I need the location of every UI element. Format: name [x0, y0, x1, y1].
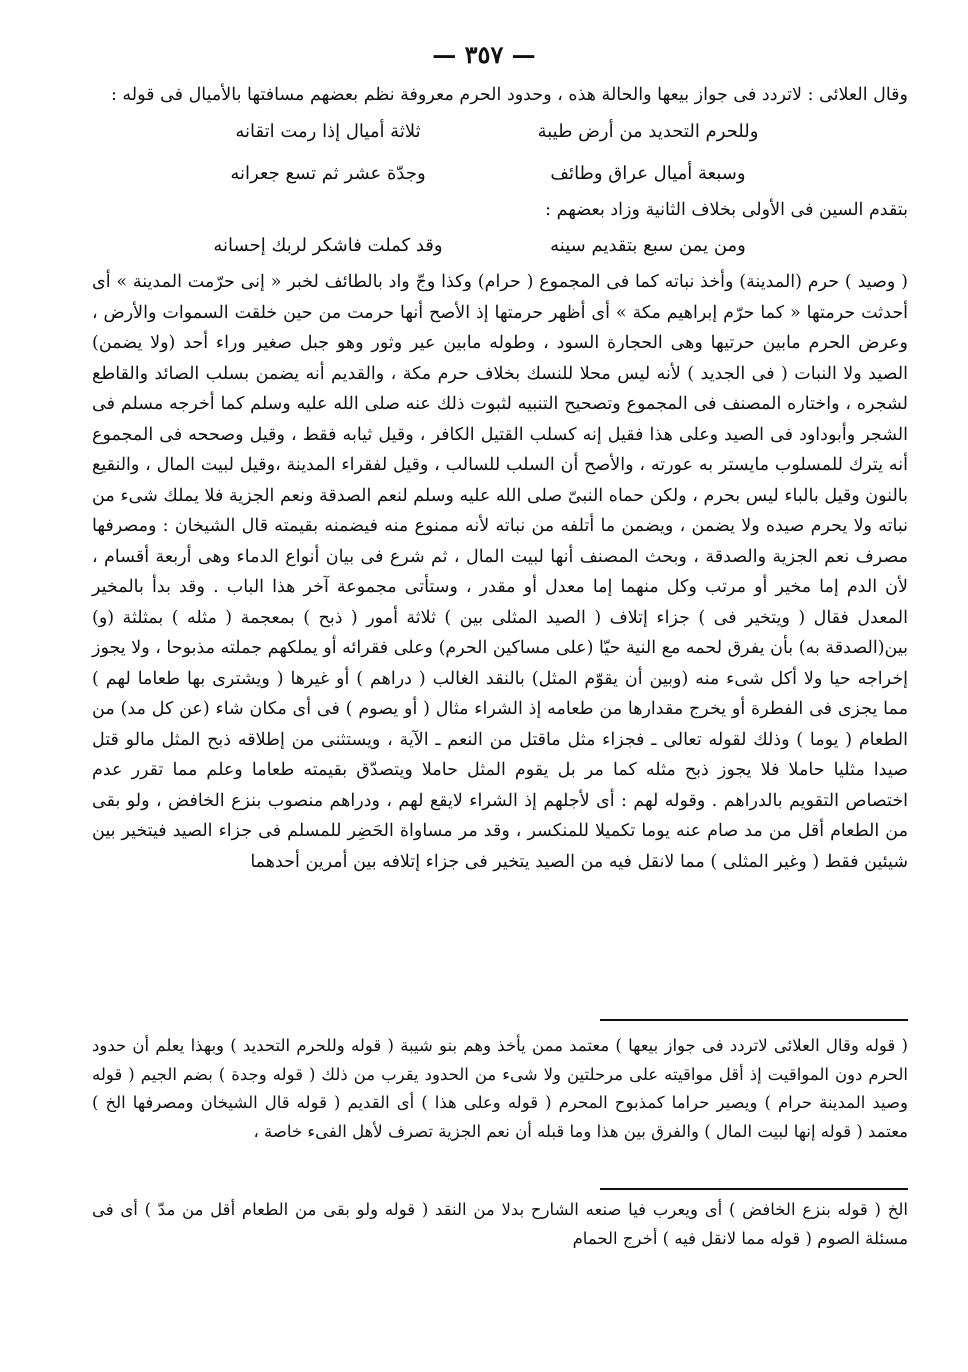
verse-2-first-hemistich: وسبعة أميال عراق وطائف	[550, 162, 746, 184]
verse-1-second-hemistich: ثلاثة أميال إذا رمت اتقانه	[235, 120, 421, 142]
footnote-text-2: الخ ( قوله بنزع الخافض ) أى ويعرب فيا صنعه الشارح بدلا من النقد ( قوله ولو بقى من الطعام أقل من مدّ ) أى فى مسئلة الصوم ( قوله مما لانقل فيه ) أخرج الحمام	[92, 1200, 908, 1248]
page-number: — ٣٥٧ —	[432, 40, 536, 69]
footnotes-block-2	[92, 1196, 908, 1253]
verse-line-3	[92, 225, 908, 267]
footnote-text-1: ( قوله وقال العلائى لاتردد فى جواز بيعها ) معتمد ممن يأخذ وهم بنو شيبة ( قوله وللحرم التحديد ) وبهذا يعلم أن حدود الحرم دون المواقيت إذ أقل مواقيته على مرحلتين ولا شىء من الحدود يقرب من ذلك ( قوله وجدة ) بضم الجيم ( قوله وصيد المدينة حرام ) ويصير حراما كمذبوح المحرم ( قوله وعلى هذا ) أى القديم ( قوله قال الشيخان ومصرفها الخ ) معتمد ( قوله إنها لبيت المال ) والفرق بين هذا وما قبله أن نعم الجزية تصرف لأهل الفىء خاصة ،	[92, 1036, 908, 1141]
mid-paragraph: بتقدم السين فى الأولى بخلاف الثانية وزاد بعضهم :	[545, 199, 908, 220]
verse-line-1	[92, 111, 908, 153]
verse-3-first-hemistich: ومن يمن سبع بتقديم سينه	[550, 235, 746, 256]
verse-3-second-hemistich: وقد كملت فاشكر لربك إحسانه	[213, 235, 443, 256]
verse-2-second-hemistich: وجدّة عشر ثم تسع جعرانه	[230, 162, 426, 184]
intro-paragraph: وقال العلائى : لاتردد فى جواز بيعها والحالة هذه ، وحدود الحرم معروفة نظم بعضهم مسافتها بالأميال فى قوله :	[110, 85, 908, 105]
verse-line-2	[92, 153, 908, 195]
footnotes-block-1	[92, 1032, 908, 1146]
verse-1-first-hemistich: وللحرم التحديد من أرض طيبة	[537, 120, 759, 142]
body-paragraph: ( وصيد ) حرم (المدينة) وأخذ نباته كما فى المجموع ( حرام) وكذا وجّ واد بالطائف لخبر « إنى حرّمت المدينة » أى أحدثت حرمتها « كما حرّم إبراهيم مكة » أى أظهر حرمتها إذ الأصح أنها حرمت من حين خلقت السموات والأرض ، وعرض الحرم مابين حرتيها وهى الحجارة السود ، وطوله مابين عير وثور وهو جبل صغير وراء أحد (ولا يضمن) الصيد ولا النبات ( فى الجديد ) لأنه ليس محلا للنسك بخلاف حرم مكة ، والقديم أنه يضمن بسلب الصائد والقاطع لشجره ، واختاره المصنف فى المجموع وتصحيح التنبيه لثبوت ذلك عنه صلى الله عليه وسلم كما أخرجه مسلم فى الشجر وأبوداود فى الصيد وعلى هذا فقيل إنه كسلب القتيل الكافر ، وقيل ثيابه فقط ، وقيل وصححه فى المجموع أنه يترك للمسلوب مايستر به عورته ، والأصح أن السلب للسالب ، وقيل لفقراء المدينة ،وقيل لبيت المال ، والنقيع بالنون وقيل بالباء ليس بحرم ، ولكن حماه النبىّ صلى الله عليه وسلم لنعم الصدقة ونعم الجزية فلا يملك شىء من نباته ولا يحرم صيده ولا يضمن ، ويضمن ما أتلفه من نباته لأنه ممنوع منه فيضمنه بقيمته قال الشيخان : ومصرفها مصرف نعم الجزية والصدقة ، وبحث المصنف أنها لبيت المال ، ثم شرع فى بيان أنواع الدماء وهى أربعة أقسام ، لأن الدم إما مخير أو مرتب وكل منهما إما معدل أو مقدر ، وستأتى مجموعة آخر هذا الباب . وقد بدأ بالمخير المعدل فقال ( ويتخير فى ) جزاء إتلاف ( الصيد المثلى بين ) ثلاثة أمور ( ذبح ) بمعجمة ( مثله ) بمثلثة (و) بين(الصدقة به) بأن يفرق لحمه مع النية حيّا (على مساكين الحرم) وعلى فقرائه أو يملكهم جملته مذبوحا ، ولا يجوز إخراجه حيا ولا أكل شىء منه (وبين أن يقوّم المثل) بالنقد الغالب ( دراهم ) أو غيرها ( ويشترى بها طعاما لهم ) مما يجزى فى الفطرة أو يخرج مقدارها من طعامه إذ الشراء مثال ( أو يصوم ) فى أى مكان شاء (عن كل مد) من الطعام ( يوما ) وذلك لقوله تعالى ـ فجزاء مثل ماقتل من النعم ـ الآية ، ويستثنى من إطلاقه ذبح المثل مالو قتل صيدا مثليا حاملا فلا يجوز ذبح مثله كما مر بل يقوم المثل حاملا ويتصدّق بقيمته طعاما وعلم مما تقرر عدم اختصاص التقويم بالدراهم . وقوله لهم : أى لأجلهم إذ الشراء لايقع لهم ، ودراهم منصوب بنزع الخافض ، ولو بقى من الطعام أقل من مد صام عنه يوما تكميلا للمنكسر ، وقد مر مساواة الحَضِر للمسلم فى جزاء الصيد فيتخير بين شيئين فقط ( وغير المثلى ) مما لانقل فيه من الصيد يتخير فى جزاء إتلافه بين أمرين أحدهما	[92, 272, 908, 872]
footnote-divider-1	[600, 1019, 908, 1021]
main-text	[92, 80, 908, 877]
footnote-divider-2	[600, 1188, 908, 1190]
